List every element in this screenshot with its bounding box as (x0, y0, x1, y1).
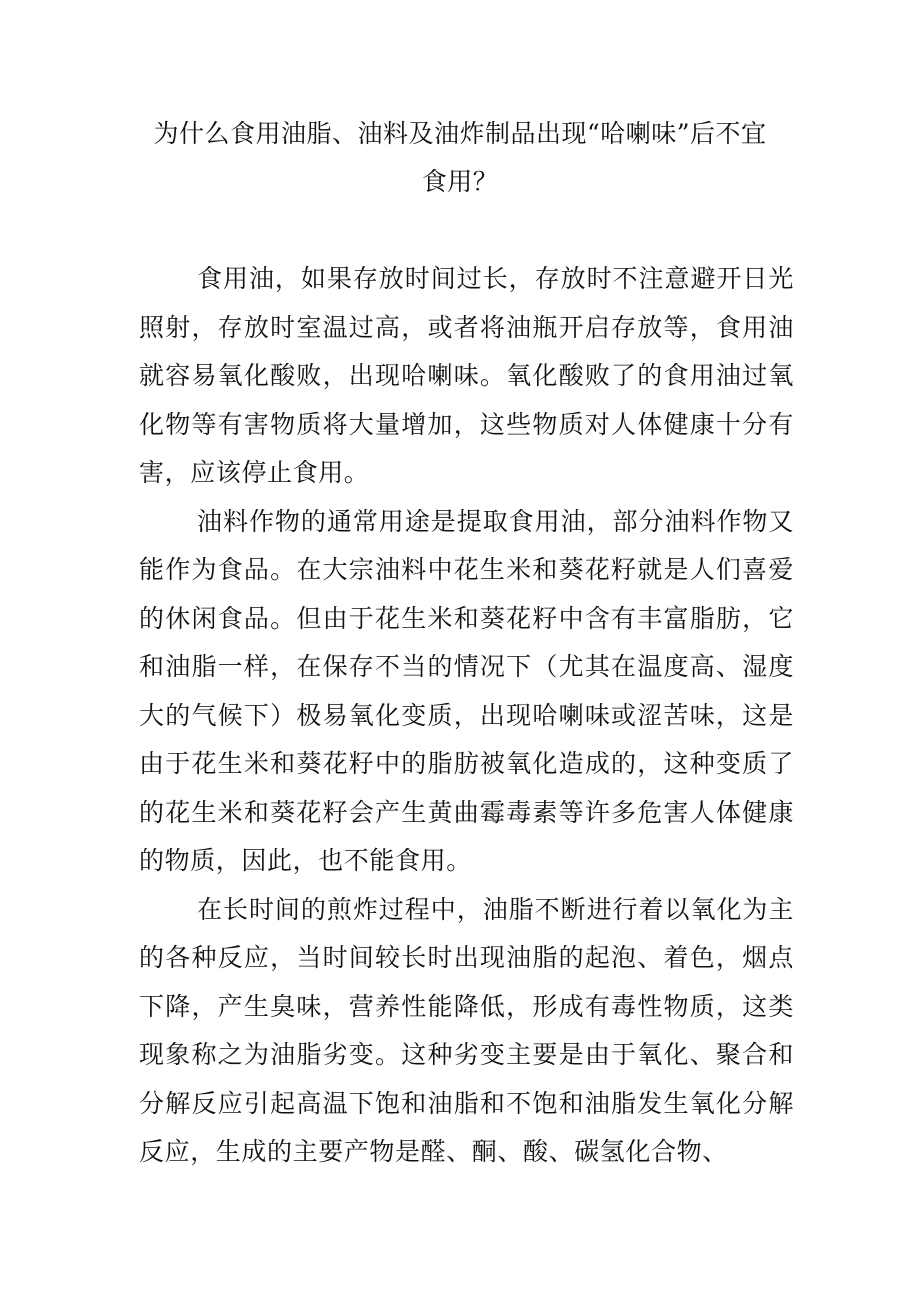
document-title-line-2: 食用？ (421, 167, 499, 196)
paragraph-3: 在长时间的煎炸过程中，油脂不断进行着以氧化为主的各种反应，当时间较长时出现油脂的起泡、着色，烟点下降，产生臭味，营养性能降低，形成有毒性物质，这类现象称之为油脂劣变。这种劣变主要是由于氧化、聚合和分解反应引起高温下饱和油脂和不饱和油脂发生氧化分解反应，生成的主要产物是醛、酮、酸、碳氢化合物、 (139, 894, 794, 1166)
document-body (139, 255, 794, 1177)
paragraph-2: 油料作物的通常用途是提取食用油，部分油料作物又能作为食品。在大宗油料中花生米和葵花籽就是人们喜爱的休闲食品。但由于花生米和葵花籽中含有丰富脂肪，它和油脂一样，在保存不当的情况下（尤其在温度高、湿度大的气候下）极易氧化变质，出现哈喇味或涩苦味，这是由于花生米和葵花籽中的脂肪被氧化造成的，这种变质了的花生米和葵花籽会产生黄曲霉毒素等许多危害人体健康的物质，因此，也不能食用。 (139, 506, 794, 875)
document-title-line-1: 为什么食用油脂、油料及油炸制品出现“哈喇味”后不宜 (153, 119, 767, 148)
paragraph-1: 食用油，如果存放时间过长，存放时不注意避开日光照射，存放时室温过高，或者将油瓶开启存放等，食用油就容易氧化酸败，出现哈喇味。氧化酸败了的食用油过氧化物等有害物质将大量增加，这些物质对人体健康十分有害，应该停止食用。 (139, 264, 794, 487)
